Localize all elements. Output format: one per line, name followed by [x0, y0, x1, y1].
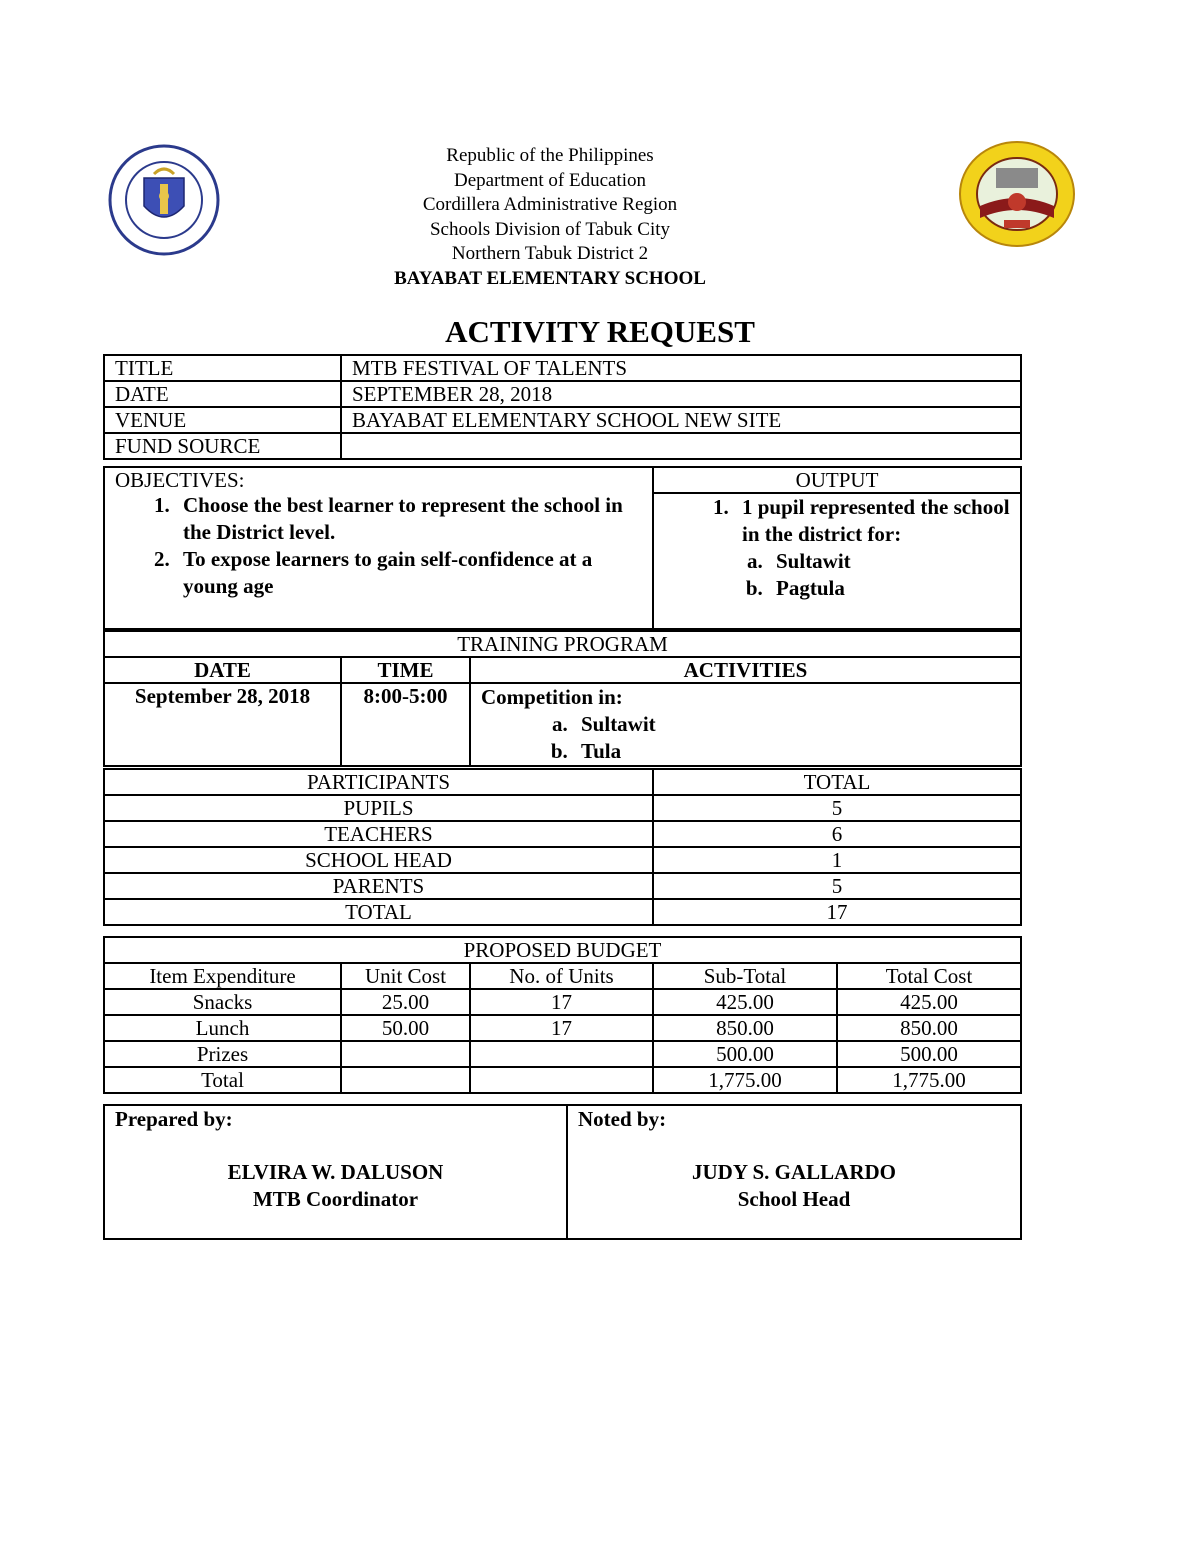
budget-header: Sub-Total [653, 963, 837, 989]
training-time: 8:00-5:00 [341, 683, 470, 766]
table-row [104, 899, 1021, 925]
budget-cell [341, 1041, 470, 1067]
budget-cell: Prizes [104, 1041, 341, 1067]
training-date: September 28, 2018 [104, 683, 341, 766]
budget-cell: Snacks [104, 989, 341, 1015]
page-title: ACTIVITY REQUEST [445, 314, 755, 349]
output-item [734, 494, 1010, 602]
budget-cell: 17 [470, 989, 653, 1015]
division-seal-logo [958, 140, 1076, 248]
output-cell [653, 493, 1021, 629]
table-row [104, 795, 1021, 821]
noted-by-role: School Head [737, 1187, 851, 1211]
training-label: TRAINING PROGRAM [104, 631, 1021, 657]
noted-by-cell [567, 1105, 1021, 1239]
prepared-by-cell [104, 1105, 567, 1239]
title-label: TITLE [104, 355, 341, 381]
signature-table [103, 1104, 1022, 1240]
header-line-division: Schools Division of Tabuk City [429, 218, 671, 240]
prepared-by-label: Prepared by: [115, 1107, 233, 1131]
objective-item: 1. Choose the best learner to represent the school in the District level. [175, 492, 642, 546]
participant-count: 17 [653, 899, 1021, 925]
output-list [664, 494, 1010, 602]
table-row [104, 1105, 1021, 1239]
participant-name: TOTAL [104, 899, 653, 925]
noted-by-name: JUDY S. GALLARDO [692, 1160, 896, 1184]
participants-label: PARTICIPANTS [104, 769, 653, 795]
budget-cell: 850.00 [653, 1015, 837, 1041]
budget-cell: Total [104, 1067, 341, 1093]
training-table [103, 630, 1022, 767]
budget-header: Item Expenditure [104, 963, 341, 989]
deped-seal-logo [108, 144, 220, 256]
budget-cell [341, 1067, 470, 1093]
table-row [104, 657, 1021, 683]
budget-cell: 50.00 [341, 1015, 470, 1041]
table-row [104, 631, 1021, 657]
participant-name: PARENTS [104, 873, 653, 899]
table-row [104, 847, 1021, 873]
participant-count: 1 [653, 847, 1021, 873]
venue-label: VENUE [104, 407, 341, 433]
output-subitem: b. Pagtula [768, 575, 1010, 602]
noted-by-label: Noted by: [578, 1107, 667, 1131]
table-row [104, 821, 1021, 847]
participant-name: SCHOOL HEAD [104, 847, 653, 873]
date-label: DATE [104, 381, 341, 407]
participants-total-label: TOTAL [653, 769, 1021, 795]
header-line-republic: Republic of the Philippines [446, 145, 654, 166]
table-row [104, 433, 1021, 459]
training-col-activities: ACTIVITIES [470, 657, 1021, 683]
budget-label: PROPOSED BUDGET [104, 937, 1021, 963]
table-row [104, 1067, 1021, 1093]
training-activity-item: b. Tula [573, 738, 1010, 765]
training-col-date: DATE [104, 657, 341, 683]
training-col-time: TIME [341, 657, 470, 683]
table-row [104, 769, 1021, 795]
table-row [104, 381, 1021, 407]
letterhead [300, 144, 800, 292]
budget-cell: 500.00 [837, 1041, 1021, 1067]
header-school-name: BAYABAT ELEMENTARY SCHOOL [394, 267, 706, 289]
budget-cell: 25.00 [341, 989, 470, 1015]
output-item-text: 1 pupil represented the school in the district for: [742, 495, 1010, 547]
table-row [104, 355, 1021, 381]
venue-value: BAYABAT ELEMENTARY SCHOOL NEW SITE [341, 407, 1021, 433]
participant-count: 6 [653, 821, 1021, 847]
objectives-label: OBJECTIVES: [115, 468, 245, 492]
training-activities [470, 683, 1021, 766]
table-row [104, 963, 1021, 989]
budget-header: No. of Units [470, 963, 653, 989]
participants-table [103, 768, 1022, 926]
prepared-by-role: MTB Coordinator [252, 1187, 419, 1211]
budget-cell: 17 [470, 1015, 653, 1041]
participant-count: 5 [653, 873, 1021, 899]
budget-cell: Lunch [104, 1015, 341, 1041]
training-activity-item: a. Sultawit [573, 711, 1010, 738]
output-sublist [742, 548, 1010, 602]
budget-cell: 500.00 [653, 1041, 837, 1067]
table-row [104, 1015, 1021, 1041]
fund-label: FUND SOURCE [104, 433, 341, 459]
output-subitem: a. Sultawit [768, 548, 1010, 575]
header-line-district: Northern Tabuk District 2 [451, 243, 649, 265]
training-activity-list [481, 711, 1010, 765]
fund-value [341, 433, 1021, 459]
objective-item: 2. To expose learners to gain self-confidence at a young age [175, 546, 642, 600]
budget-header: Total Cost [837, 963, 1021, 989]
budget-cell: 1,775.00 [837, 1067, 1021, 1093]
participant-name: PUPILS [104, 795, 653, 821]
table-row [104, 467, 1021, 493]
participant-count: 5 [653, 795, 1021, 821]
table-row [104, 989, 1021, 1015]
table-row [104, 407, 1021, 433]
table-row [104, 937, 1021, 963]
budget-header: Unit Cost [341, 963, 470, 989]
budget-cell: 1,775.00 [653, 1067, 837, 1093]
budget-cell: 850.00 [837, 1015, 1021, 1041]
title-value: MTB FESTIVAL OF TALENTS [341, 355, 1021, 381]
output-label: OUTPUT [653, 467, 1021, 493]
date-value: SEPTEMBER 28, 2018 [341, 381, 1021, 407]
budget-cell [470, 1041, 653, 1067]
objectives-list [115, 492, 642, 600]
participant-name: TEACHERS [104, 821, 653, 847]
budget-table [103, 936, 1022, 1094]
header-line-region: Cordillera Administrative Region [422, 194, 678, 216]
header-line-department: Department of Education [453, 169, 647, 191]
table-row [104, 873, 1021, 899]
prepared-by-name: ELVIRA W. DALUSON [227, 1160, 444, 1184]
training-activity: Competition in: [481, 685, 623, 709]
table-row [104, 1041, 1021, 1067]
info-table [103, 354, 1022, 460]
objectives-cell [104, 467, 653, 629]
budget-cell: 425.00 [653, 989, 837, 1015]
table-row [104, 683, 1021, 766]
budget-cell: 425.00 [837, 989, 1021, 1015]
budget-cell [470, 1067, 653, 1093]
objectives-table [103, 466, 1022, 630]
